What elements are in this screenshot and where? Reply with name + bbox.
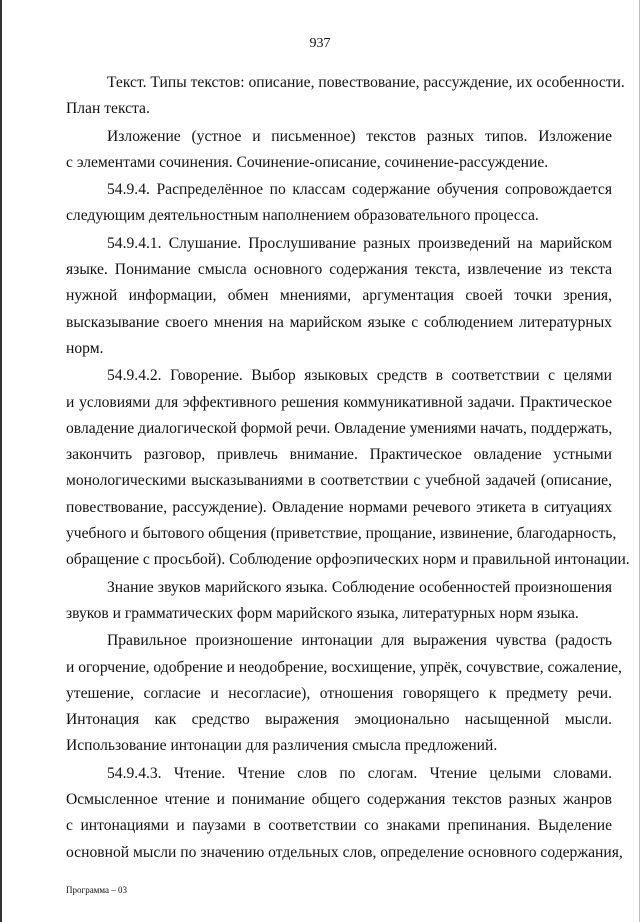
text-line: с элементами сочинения. Сочинение-описание, сочинение-рассуждение.: [66, 153, 549, 171]
text-line: основной мысли по значению отдельных слов, определение основного содержания,: [66, 843, 623, 861]
paragraph: [66, 628, 622, 759]
scan-edge-left: [0, 0, 2, 922]
text-line: Правильное произношение интонации для выражения чувства (радость: [107, 632, 612, 650]
text-line: закончить разговор, привлечь внимание. Практическое овладение устными: [66, 446, 612, 464]
text-line: План текста.: [66, 100, 150, 118]
paragraph: [66, 231, 612, 362]
text-line: 54.9.4.1. Слушание. Прослушивание разных произведений на марийском: [107, 234, 612, 252]
text-line: и условиями для эффективного решения коммуникативной задачи. Практическое: [66, 393, 612, 411]
paragraph: [66, 363, 630, 573]
paragraph: [66, 177, 612, 230]
paragraph: [66, 70, 625, 123]
text-line: высказывание своего мнения на марийском языке с соблюдением литературных: [66, 313, 612, 331]
paragraph: [66, 124, 612, 177]
text-line: овладение диалогической формой речи. Овладение умениями начать, поддержать,: [66, 419, 613, 437]
text-line: учебного и бытового общения (приветствие, прощание, извинение, благодарность,: [66, 525, 617, 543]
text-line: Осмысленное чтение и понимание общего содержания текстов разных жанров: [66, 791, 612, 809]
text-line: с интонациями и паузами в соответствии со знаками препинания. Выделение: [66, 817, 612, 835]
text-line: повествование, рассуждение). Овладение нормами речевого этикета в ситуациях: [66, 498, 612, 516]
paragraph: [66, 575, 612, 628]
text-line: языке. Понимание смысла основного содержания текста, извлечение из текста: [66, 261, 612, 279]
page-footer: Программа – 03: [66, 885, 128, 895]
paragraph: [66, 761, 623, 866]
text-line: 54.9.4. Распределённое по классам содержание обучения сопровождается: [107, 181, 612, 199]
text-line: Текст. Типы текстов: описание, повествование, рассуждение, их особенности.: [107, 74, 625, 91]
text-line: 54.9.4.2. Говорение. Выбор языковых средств в соответствии с целями: [107, 367, 612, 385]
text-line: норм.: [66, 339, 104, 357]
text-line: обращение с просьбой). Соблюдение орфоэпических норм и правильной интонации.: [66, 551, 630, 569]
text-line: звуков и грамматических форм марийского языка, литературных норм языка.: [66, 604, 579, 622]
text-line: утешение, согласие и несогласие), отношения говорящего к предмету речи.: [66, 684, 612, 702]
text-line: Знание звуков марийского языка. Соблюдение особенностей произношения: [107, 578, 612, 596]
text-line: монологическими высказываниями в соответствии с учебной задачей (описание,: [66, 472, 612, 490]
text-line: и огорчение, одобрение и неодобрение, восхищение, упрёк, сочувствие, сожаление,: [66, 658, 622, 676]
text-line: Изложение (устное и письменное) текстов разных типов. Изложение: [107, 127, 612, 145]
document-body: [66, 70, 630, 867]
text-line: нужной информации, обмен мнениями, аргументация своей точки зрения,: [66, 287, 612, 305]
text-line: Интонация как средство выражения эмоционально насыщенной мысли.: [66, 711, 612, 729]
text-line: 54.9.4.3. Чтение. Чтение слов по слогам. Чтение целыми словами.: [107, 764, 612, 782]
page-number: 937: [309, 36, 331, 51]
text-line: Использование интонации для различения смысла предложений.: [66, 737, 498, 755]
text-line: следующим деятельностным наполнением образовательного процесса.: [66, 207, 539, 225]
